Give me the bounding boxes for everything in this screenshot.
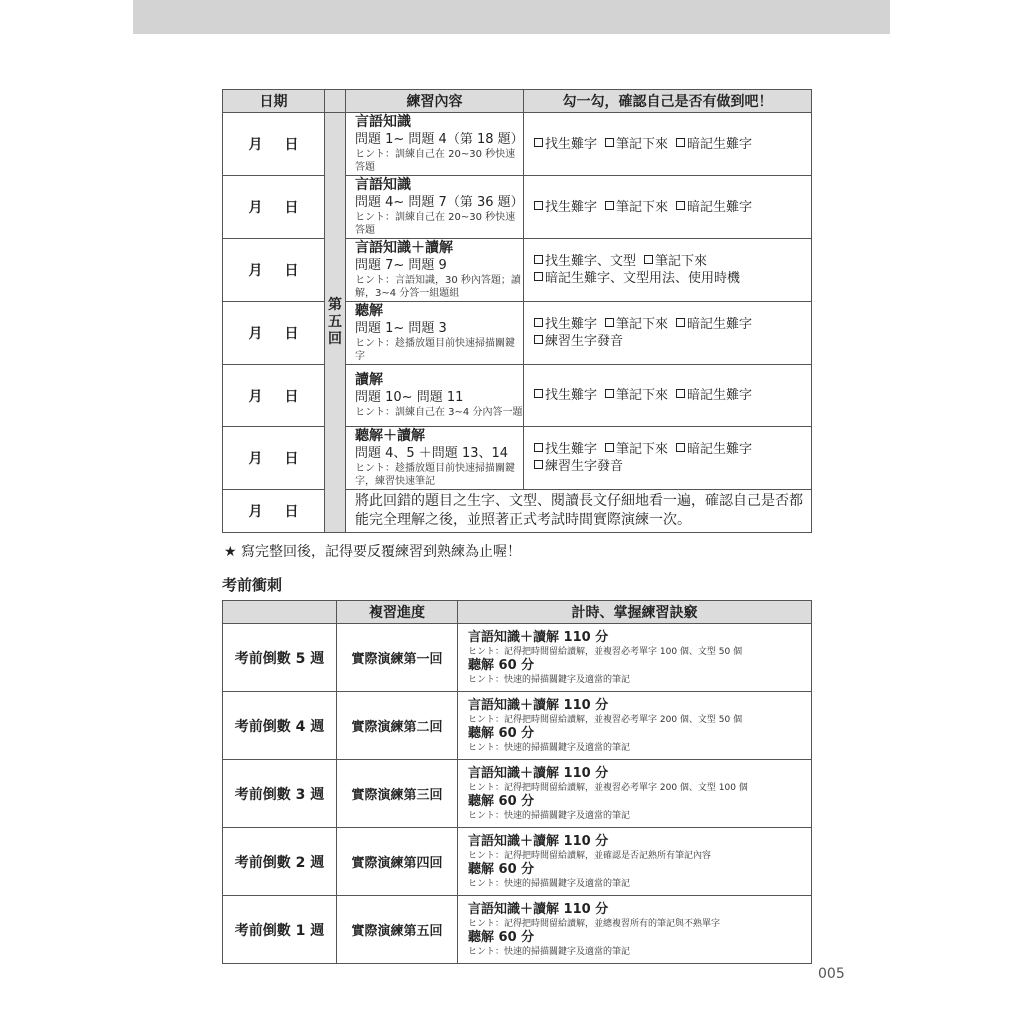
- practice-content-cell: [346, 302, 524, 365]
- checklist-label: 筆記下來: [616, 317, 669, 332]
- checklist-item[interactable]: [534, 317, 597, 332]
- countdown-week: 考前倒數 4 週: [223, 692, 337, 760]
- checklist-label: 找生難字: [545, 136, 598, 152]
- checklist-item[interactable]: [534, 459, 623, 474]
- checkbox-icon[interactable]: [534, 138, 543, 147]
- practice-round: 實際演練第四回: [337, 828, 458, 896]
- checklist-item[interactable]: [676, 442, 752, 457]
- practice-hint: ヒント：訓練自己在 20~30 秒快速答題: [355, 212, 516, 236]
- tips-cell: [458, 760, 812, 828]
- checkbox-icon[interactable]: [676, 443, 685, 452]
- checklist-label: 筆記下來: [655, 254, 708, 269]
- practice-content-cell: [346, 239, 524, 302]
- tip-listening-hint: ヒント：快速的掃描關鍵字及適當的筆記: [468, 674, 631, 685]
- countdown-week: 考前倒數 3 週: [223, 760, 337, 828]
- header-progress: 複習進度: [337, 601, 458, 624]
- countdown-week: 考前倒數 1 週: [223, 896, 337, 964]
- checkbox-icon[interactable]: [534, 255, 543, 264]
- checkbox-icon[interactable]: [534, 318, 543, 327]
- tip-language-reading-hint: ヒント：記得把時間留給讀解，並複習必考單字 100 個、文型 50 個: [468, 646, 743, 657]
- checklist-label: 暗記生難字: [687, 442, 753, 457]
- practice-title: 讀解: [355, 372, 383, 388]
- practice-round: 實際演練第一回: [337, 624, 458, 692]
- checklist-label: 找生難字: [545, 317, 598, 332]
- practice-title: 聽解＋讀解: [355, 428, 425, 444]
- checklist-label: 筆記下來: [616, 442, 669, 457]
- schedule-row: [223, 176, 812, 239]
- round-label: [325, 113, 346, 533]
- tip-listening-hint: ヒント：快速的掃描關鍵字及適當的筆記: [468, 810, 631, 821]
- header-week: [223, 601, 337, 624]
- sprint-header-row: [223, 601, 812, 624]
- tip-language-reading: 言語知識＋讀解 110 分: [468, 901, 609, 917]
- sprint-row: [223, 692, 812, 760]
- tip-listening-hint: ヒント：快速的掃描關鍵字及適當的筆記: [468, 946, 631, 957]
- header-tips: 計時、掌握練習訣竅: [458, 601, 812, 624]
- checklist-item[interactable]: [534, 442, 597, 457]
- checkbox-icon[interactable]: [534, 335, 543, 344]
- header-content: 練習內容: [346, 90, 524, 113]
- checklist-label: 找生難字、文型: [545, 254, 637, 269]
- checklist-item[interactable]: [605, 442, 668, 457]
- month-label: 月: [248, 504, 263, 520]
- page-number: 005: [818, 966, 845, 982]
- tips-cell: [458, 896, 812, 964]
- practice-hint: ヒント：言語知識，30 秒內答題；讀解，3~4 分答一組題組: [355, 275, 521, 299]
- practice-range: 問題 10~ 問題 11: [355, 390, 464, 405]
- sprint-table: [222, 600, 812, 964]
- practice-range: 問題 1~ 問題 4（第 18 題）: [355, 132, 524, 147]
- round-char: 第: [328, 297, 342, 313]
- day-label: 日: [284, 137, 299, 153]
- final-review-cell: 將此回錯的題目之生字、文型、閱讀長文仔細地看一遍，確認自己是否都能完全理解之後，並照著正式考試時間實際演練一次。: [346, 490, 812, 533]
- header-check: 勾一勾，確認自己是否有做到吧！: [524, 90, 812, 113]
- sprint-row: [223, 896, 812, 964]
- practice-range: 問題 4、5 ＋問題 13、14: [355, 446, 509, 461]
- schedule-row: [223, 490, 812, 533]
- checklist-label: 暗記生難字: [687, 199, 753, 215]
- practice-hint: ヒント：趁播放題目前快速掃描關鍵字: [355, 338, 515, 362]
- tips-cell: [458, 624, 812, 692]
- checkbox-icon[interactable]: [605, 318, 614, 327]
- round-char: 五: [328, 314, 342, 330]
- schedule-row: [223, 427, 812, 490]
- month-label: 月: [248, 200, 263, 216]
- day-label: 日: [284, 326, 299, 342]
- tip-language-reading-hint: ヒント：記得把時間留給讀解，並複習必考單字 200 個、文型 50 個: [468, 714, 743, 725]
- checklist-cell: [524, 365, 812, 427]
- date-cell: [223, 365, 325, 427]
- tip-listening-hint: ヒント：快速的掃描關鍵字及適當的筆記: [468, 742, 631, 753]
- practice-title: 言語知識: [355, 114, 411, 130]
- checklist-label: 暗記生難字: [687, 136, 753, 152]
- practice-title: 言語知識＋讀解: [355, 240, 453, 256]
- schedule-row: [223, 113, 812, 176]
- checklist-item[interactable]: [676, 137, 752, 152]
- month-label: 月: [248, 451, 263, 467]
- checklist-cell: [524, 113, 812, 176]
- practice-range: 問題 7~ 問題 9: [355, 258, 447, 273]
- header-date: 日期: [223, 90, 325, 113]
- checklist-label: 找生難字: [545, 442, 598, 457]
- checklist-cell: [524, 176, 812, 239]
- tip-listening: 聽解 60 分: [468, 861, 535, 877]
- practice-content-cell: [346, 176, 524, 239]
- date-cell: [223, 427, 325, 490]
- checklist-item[interactable]: [676, 388, 752, 403]
- checkbox-icon[interactable]: [534, 272, 543, 281]
- checklist-label: 暗記生難字、文型用法、使用時機: [545, 271, 741, 286]
- checklist-cell: [524, 302, 812, 365]
- checklist-item[interactable]: [676, 317, 752, 332]
- tip-language-reading: 言語知識＋讀解 110 分: [468, 765, 609, 781]
- practice-title: 言語知識: [355, 177, 411, 193]
- practice-schedule-table: [222, 89, 812, 533]
- checklist-label: 暗記生難字: [687, 317, 753, 332]
- practice-range: 問題 1~ 問題 3: [355, 321, 447, 336]
- checklist-item[interactable]: [676, 200, 752, 215]
- checkbox-icon[interactable]: [676, 138, 685, 147]
- header-round-spacer: [325, 90, 346, 113]
- schedule-row: [223, 239, 812, 302]
- checklist-label: 筆記下來: [616, 388, 669, 403]
- practice-hint: ヒント：訓練自己在 20~30 秒快速答題: [355, 149, 516, 173]
- checkbox-icon[interactable]: [534, 460, 543, 469]
- tip-language-reading: 言語知識＋讀解 110 分: [468, 833, 609, 849]
- checklist-item[interactable]: [534, 137, 597, 152]
- sprint-row: [223, 760, 812, 828]
- practice-hint: ヒント：訓練自己在 3~4 分內答一題: [355, 407, 523, 418]
- checkbox-icon[interactable]: [605, 389, 614, 398]
- checklist-item[interactable]: [534, 334, 623, 349]
- tip-listening: 聽解 60 分: [468, 793, 535, 809]
- checklist-item[interactable]: [534, 271, 740, 286]
- checkbox-icon[interactable]: [605, 138, 614, 147]
- checklist-item[interactable]: [644, 254, 707, 269]
- checklist-item[interactable]: [605, 388, 668, 403]
- month-label: 月: [248, 263, 263, 279]
- day-label: 日: [284, 451, 299, 467]
- day-label: 日: [284, 388, 299, 405]
- tip-listening: 聽解 60 分: [468, 929, 535, 945]
- practice-content-cell: [346, 365, 524, 427]
- checklist-label: 筆記下來: [616, 199, 669, 215]
- checklist-item[interactable]: [534, 388, 597, 403]
- practice-content-cell: [346, 427, 524, 490]
- tip-language-reading: 言語知識＋讀解 110 分: [468, 697, 609, 713]
- date-cell: [223, 302, 325, 365]
- checklist-label: 筆記下來: [616, 136, 669, 152]
- countdown-week: 考前倒數 5 週: [223, 624, 337, 692]
- tips-cell: [458, 692, 812, 760]
- checklist-item[interactable]: [534, 254, 636, 269]
- checklist-label: 練習生字發音: [545, 459, 624, 474]
- checklist-label: 暗記生難字: [687, 388, 753, 403]
- checkbox-icon[interactable]: [676, 318, 685, 327]
- checklist-cell: [524, 239, 812, 302]
- month-label: 月: [248, 137, 263, 153]
- header-band: [133, 0, 890, 34]
- date-cell: [223, 176, 325, 239]
- date-cell: [223, 113, 325, 176]
- month-label: 月: [248, 326, 263, 342]
- tip-language-reading-hint: ヒント：記得把時間留給讀解，並複習必考單字 200 個、文型 100 個: [468, 782, 748, 793]
- tip-language-reading-hint: ヒント：記得把時間留給讀解，並確認是否記熟所有筆記內容: [468, 850, 712, 861]
- practice-content-cell: [346, 113, 524, 176]
- checklist-item[interactable]: [605, 137, 668, 152]
- checkbox-icon[interactable]: [534, 201, 543, 210]
- tip-listening-hint: ヒント：快速的掃描關鍵字及適當的筆記: [468, 878, 631, 889]
- month-label: 月: [248, 388, 263, 405]
- checklist-item[interactable]: [605, 317, 668, 332]
- checklist-label: 找生難字: [545, 388, 598, 403]
- checkbox-icon[interactable]: [605, 443, 614, 452]
- date-cell: [223, 239, 325, 302]
- countdown-week: 考前倒數 2 週: [223, 828, 337, 896]
- practice-hint: ヒント：趁播放題目前快速掃描關鍵字，練習快速筆記: [355, 463, 515, 487]
- date-cell: [223, 490, 325, 533]
- checklist-label: 練習生字發音: [545, 334, 624, 349]
- checkbox-icon[interactable]: [676, 389, 685, 398]
- round-char: 回: [328, 331, 342, 347]
- checkbox-icon[interactable]: [676, 201, 685, 210]
- practice-round: 實際演練第三回: [337, 760, 458, 828]
- sprint-section-title: 考前衝刺: [222, 576, 283, 594]
- reminder-note: ★ 寫完整回後，記得要反覆練習到熟練為止喔！: [224, 544, 521, 560]
- checklist-label: 找生難字: [545, 199, 598, 215]
- checklist-cell: [524, 427, 812, 490]
- sprint-row: [223, 624, 812, 692]
- practice-round: 實際演練第二回: [337, 692, 458, 760]
- day-label: 日: [284, 200, 299, 216]
- sprint-row: [223, 828, 812, 896]
- checkbox-icon[interactable]: [644, 255, 653, 264]
- checkbox-icon[interactable]: [605, 201, 614, 210]
- checkbox-icon[interactable]: [534, 443, 543, 452]
- tip-language-reading: 言語知識＋讀解 110 分: [468, 629, 609, 645]
- tip-language-reading-hint: ヒント：記得把時間留給讀解，並總複習所有的筆記與不熟單字: [468, 918, 721, 929]
- schedule-row: [223, 365, 812, 427]
- checklist-item[interactable]: [605, 200, 668, 215]
- tip-listening: 聽解 60 分: [468, 725, 535, 741]
- tip-listening: 聽解 60 分: [468, 657, 535, 673]
- schedule-header-row: [223, 90, 812, 113]
- checklist-item[interactable]: [534, 200, 597, 215]
- checkbox-icon[interactable]: [534, 389, 543, 398]
- practice-title: 聽解: [355, 303, 383, 319]
- schedule-row: [223, 302, 812, 365]
- practice-round: 實際演練第五回: [337, 896, 458, 964]
- tips-cell: [458, 828, 812, 896]
- day-label: 日: [284, 504, 299, 520]
- day-label: 日: [284, 263, 299, 279]
- practice-range: 問題 4~ 問題 7（第 36 題）: [355, 195, 524, 210]
